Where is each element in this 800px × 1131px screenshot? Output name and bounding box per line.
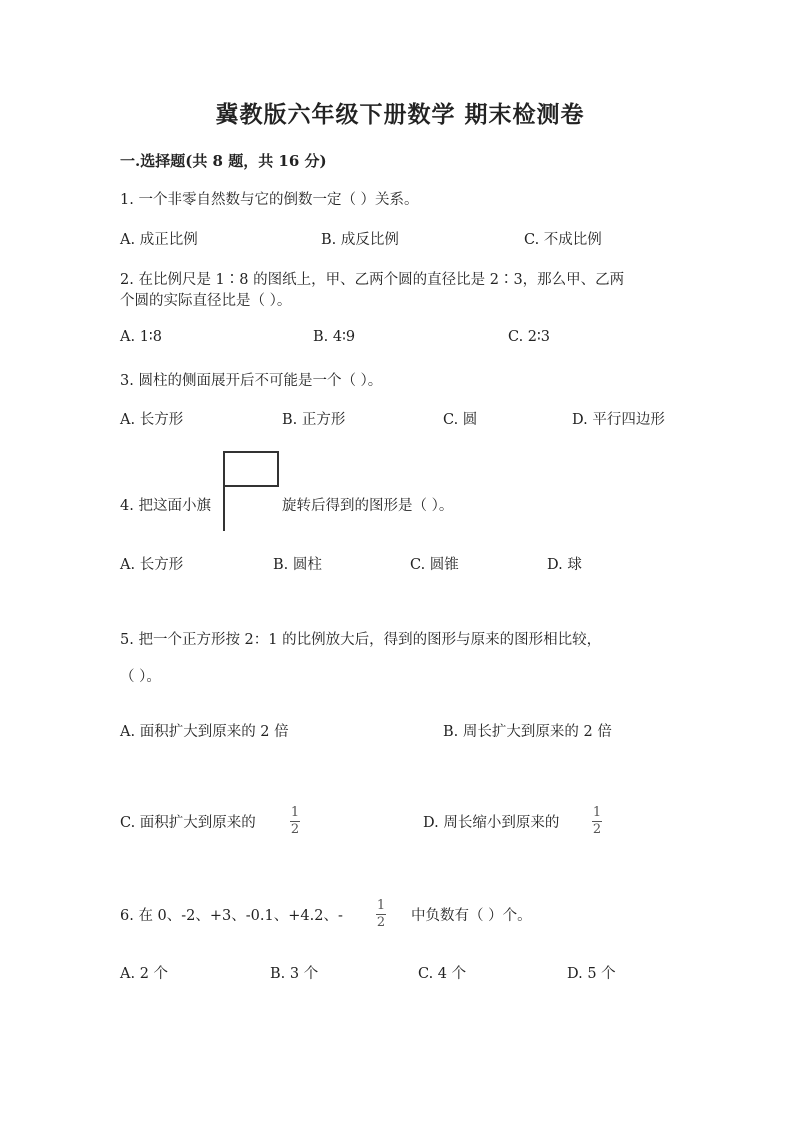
question-5-text-line1: 5. 把一个正方形按 2：1 的比例放大后，得到的图形与原来的图形相比较， [120, 632, 602, 648]
question-5-text-line2: （ ）。 [120, 669, 161, 685]
question-1-option-a[interactable]: A. 成正比例 [120, 232, 198, 248]
page-title: 冀教版六年级下册数学 期末检测卷 [215, 101, 585, 128]
question-5-option-c[interactable]: C. 面积扩大到原来的 [120, 815, 256, 831]
question-1-text: 1. 一个非零自然数与它的倒数一定（ ）关系。 [120, 192, 419, 208]
question-2-option-b[interactable]: B. 4∶9 [313, 329, 356, 345]
fraction-one-half [376, 899, 386, 930]
question-3-option-a[interactable]: A. 长方形 [120, 412, 184, 428]
question-2-option-c[interactable]: C. 2∶3 [508, 329, 551, 345]
question-6-text-start: 6. 在 0、-2、+3、-0.1、+4.2、- [120, 908, 343, 924]
fraction-one-half [290, 806, 300, 837]
question-6-option-b[interactable]: B. 3 个 [270, 966, 319, 982]
question-2-text-line1: 2. 在比例尺是 1∶8 的图纸上，甲、乙两个圆的直径比是 2∶3，那么甲、乙两 [120, 272, 625, 288]
fraction-denominator: 2 [376, 915, 386, 930]
question-3-text: 3. 圆柱的侧面展开后不可能是一个（ ）。 [120, 373, 383, 389]
fraction-numerator: 1 [290, 805, 300, 820]
question-2-option-a[interactable]: A. 1∶8 [120, 329, 162, 345]
question-3-option-c[interactable]: C. 圆 [443, 412, 478, 428]
question-4-text-start: 4. 把这面小旗 [120, 498, 211, 514]
question-1-option-c[interactable]: C. 不成比例 [524, 232, 602, 248]
question-5-option-d[interactable]: D. 周长缩小到原来的 [423, 815, 560, 831]
question-5-option-b[interactable]: B. 周长扩大到原来的 2 倍 [443, 724, 612, 740]
question-5-option-a[interactable]: A. 面积扩大到原来的 2 倍 [120, 724, 289, 740]
question-4-text-end: 旋转后得到的图形是（ ）。 [282, 498, 454, 514]
question-6-option-c[interactable]: C. 4 个 [418, 966, 467, 982]
fraction-denominator: 2 [290, 822, 300, 837]
question-4-option-d[interactable]: D. 球 [547, 557, 582, 573]
question-6-option-a[interactable]: A. 2 个 [120, 966, 169, 982]
question-6-text-end: 中负数有（ ）个。 [411, 908, 532, 924]
question-3-option-b[interactable]: B. 正方形 [282, 412, 346, 428]
question-3-option-d[interactable]: D. 平行四边形 [572, 412, 665, 428]
question-1-option-b[interactable]: B. 成反比例 [321, 232, 399, 248]
fraction-denominator: 2 [592, 822, 602, 837]
question-6-option-d[interactable]: D. 5 个 [567, 966, 616, 982]
fraction-numerator: 1 [592, 805, 602, 820]
question-4-option-b[interactable]: B. 圆柱 [273, 557, 322, 573]
flag-figure [222, 451, 280, 531]
question-2-text-line2: 个圆的实际直径比是（ ）。 [120, 293, 292, 309]
question-4-option-a[interactable]: A. 长方形 [120, 557, 184, 573]
section-heading: 一.选择题(共 8 题，共 16 分) [120, 152, 327, 170]
question-4-option-c[interactable]: C. 圆锥 [410, 557, 459, 573]
fraction-one-half [592, 806, 602, 837]
fraction-numerator: 1 [376, 898, 386, 913]
